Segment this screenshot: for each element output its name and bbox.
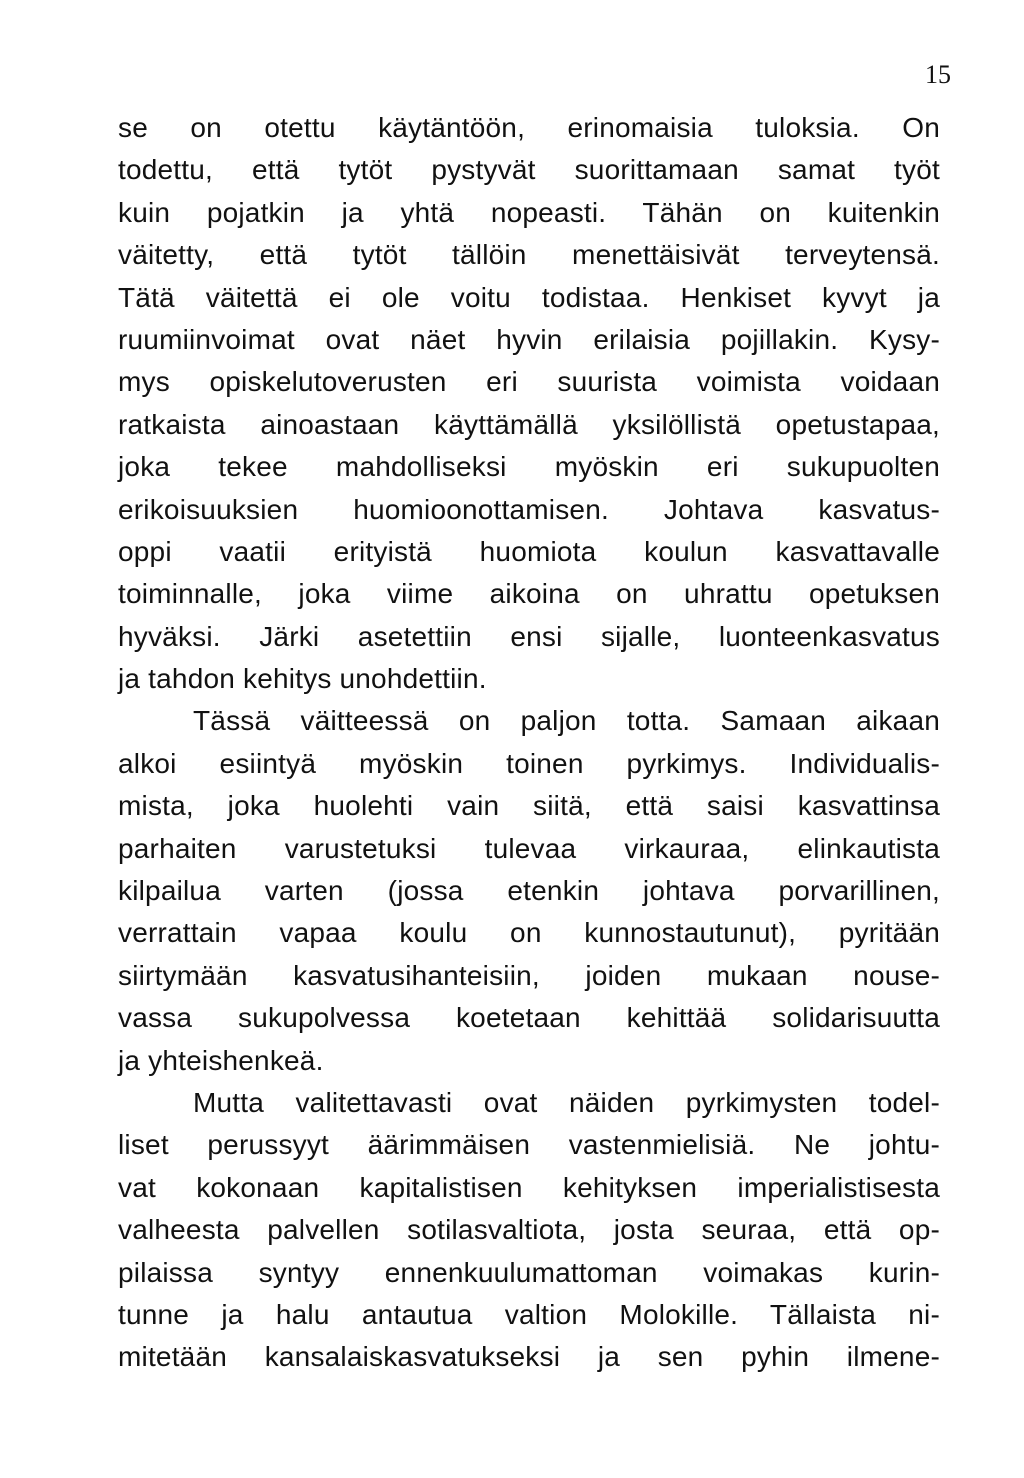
text-line: kuin pojatkin ja yhtä nopeasti. Tähän on kuitenkin <box>118 196 940 228</box>
text-line: väitetty, että tytöt tällöin menettäisivät terveytensä. <box>118 239 940 271</box>
text-line: verrattain vapaa koulu on kunnostautunut), pyritään <box>118 917 940 949</box>
text-line: mista, joka huolehti vain siitä, että saisi kasvattinsa <box>118 790 940 822</box>
text-line: joka tekee mahdolliseksi myöskin eri sukupuolten <box>118 451 940 483</box>
text-line: se on otettu käytäntöön, erinomaisia tuloksia. On <box>118 112 940 143</box>
text-line: tunne ja halu antautua valtion Molokille. Tällaista ni- <box>118 1298 940 1330</box>
paragraph <box>118 107 940 700</box>
text-line: ja tahdon kehitys unohdettiin. <box>118 663 487 695</box>
text-line: siirtymään kasvatusihanteisiin, joiden mukaan nouse- <box>118 959 940 991</box>
text-line: ja yhteishenkeä. <box>118 1044 324 1076</box>
text-line: todettu, että tytöt pystyvät suorittamaan samat työt <box>118 154 940 186</box>
text-line: vassa sukupolvessa koetetaan kehittää solidarisuutta <box>118 1002 940 1034</box>
text-line: hyväksi. Järki asetettiin ensi sijalle, luonteenkasvatus <box>118 620 940 652</box>
text-line: ruumiinvoimat ovat näet hyvin erilaisia pojillakin. Kysy- <box>118 323 940 355</box>
paragraph <box>118 1082 940 1379</box>
text-line: Mutta valitettavasti ovat näiden pyrkimysten todel- <box>193 1086 940 1118</box>
text-line: vat kokonaan kapitalistisen kehityksen imperialistisesta <box>118 1171 940 1203</box>
text-line: pilaissa syntyy ennenkuulumattoman voimakas kurin- <box>118 1256 940 1288</box>
text-line: kilpailua varten (jossa etenkin johtava porvarillinen, <box>118 875 940 907</box>
paragraph <box>118 700 940 1082</box>
text-line: erikoisuuksien huomioonottamisen. Johtava kasvatus- <box>118 493 940 525</box>
text-line: parhaiten varustetuksi tulevaa virkauraa, elinkautista <box>118 832 940 864</box>
text-line: ratkaista ainoastaan käyttämällä yksilöllistä opetustapaa, <box>118 408 940 440</box>
text-line: Tässä väitteessä on paljon totta. Samaan aikaan <box>193 705 940 737</box>
text-line: mys opiskelutoverusten eri suurista voimista voidaan <box>118 366 940 398</box>
text-line: toiminnalle, joka viime aikoina on uhrattu opetuksen <box>118 578 940 610</box>
page-number: 15 <box>925 60 951 89</box>
body-text <box>118 107 940 1379</box>
text-line: valheesta palvellen sotilasvaltiota, josta seuraa, että op- <box>118 1214 940 1246</box>
text-line: mitetään kansalaiskasvatukseksi ja sen pyhin ilmene- <box>118 1341 940 1373</box>
text-line: liset perussyyt äärimmäisen vastenmielisiä. Ne johtu- <box>118 1129 940 1161</box>
text-line: alkoi esiintyä myöskin toinen pyrkimys. Individualis- <box>118 747 940 779</box>
text-line: Tätä väitettä ei ole voitu todistaa. Henkiset kyvyt ja <box>118 281 940 313</box>
text-line: oppi vaatii erityistä huomiota koulun kasvattavalle <box>118 535 940 567</box>
